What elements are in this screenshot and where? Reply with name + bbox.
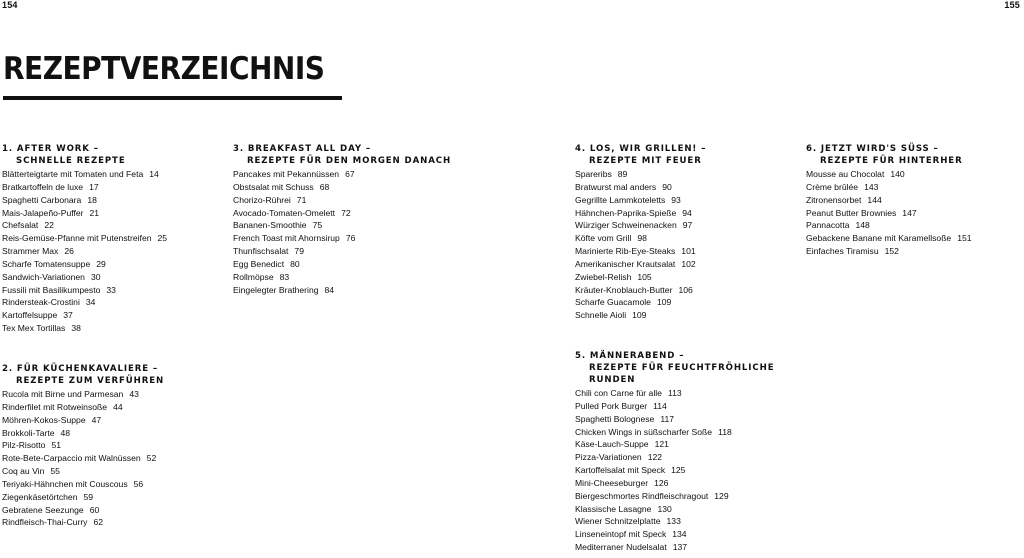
section-kuechenkavaliere	[2, 363, 164, 529]
title-underline	[3, 96, 342, 100]
recipe-page-number: 113	[667, 388, 682, 398]
recipe-name: Rinderfilet mit Rotweinsoße	[2, 401, 108, 412]
recipe-page-number: 129	[714, 490, 729, 501]
recipe-name: Coq au Vin	[2, 466, 45, 477]
recipe-entry	[233, 271, 451, 284]
page-title: REZEPTVERZEICHNIS	[3, 50, 325, 87]
recipe-page-number: 151	[957, 233, 972, 244]
recipe-page-number: 43	[129, 389, 139, 399]
recipe-page-number: 97	[682, 220, 693, 231]
recipe-entry	[575, 490, 774, 503]
recipe-page-number: 83	[279, 271, 290, 282]
recipe-name: Gegrillte Lammkoteletts	[575, 194, 666, 205]
recipe-page-number: 93	[671, 194, 681, 205]
recipe-entry	[575, 400, 774, 413]
recipe-name: Rindfleisch-Thai-Curry	[2, 517, 88, 528]
recipe-page-number: 29	[96, 258, 106, 269]
recipe-entry	[233, 168, 451, 181]
recipe-entry	[575, 528, 774, 541]
recipe-name: Einfaches Tiramisu	[806, 246, 879, 257]
section-heading	[575, 143, 706, 167]
section-heading-line: REZEPTE ZUM VERFÜHREN	[16, 376, 165, 386]
recipe-page-number: 44	[113, 401, 123, 412]
recipe-page-number: 143	[864, 181, 879, 192]
section-after-work	[2, 143, 167, 335]
recipe-entry	[2, 194, 167, 207]
section-grillen	[575, 143, 706, 322]
recipe-page-number: 21	[89, 207, 100, 218]
recipe-name: Rucola mit Birne und Parmesan	[2, 389, 124, 399]
recipe-entry	[575, 541, 774, 554]
section-breakfast	[233, 143, 451, 296]
recipe-name: Strammer Max	[2, 246, 59, 257]
section-heading-line: REZEPTE FÜR FEUCHTFRÖHLICHE	[589, 363, 775, 373]
recipe-name: Linseneintopf mit Speck	[575, 529, 667, 540]
recipe-entry	[575, 296, 706, 309]
recipe-name: Marinierte Rib-Eye-Steaks	[575, 246, 676, 257]
recipe-page-number: 94	[682, 207, 692, 218]
recipe-name: French Toast mit Ahornsirup	[233, 233, 340, 244]
recipe-page-number: 55	[50, 466, 60, 477]
recipe-page-number: 125	[671, 465, 686, 476]
recipe-entry	[2, 322, 167, 335]
recipe-entry	[575, 258, 706, 271]
recipe-name: Rindersteak-Crostini	[2, 297, 80, 308]
recipe-name: Chicken Wings in süßscharfer Soße	[575, 426, 713, 437]
recipe-name: Zitronensorbet	[806, 194, 862, 205]
recipe-entry	[575, 438, 774, 451]
section-heading-line: RUNDEN	[589, 375, 636, 385]
recipe-page-number: 51	[51, 440, 62, 451]
recipe-name: Zwiebel-Relish	[575, 271, 632, 282]
section-heading	[2, 143, 167, 167]
recipe-list	[233, 168, 451, 296]
recipe-name: Teriyaki-Hähnchen mit Couscous	[2, 478, 128, 489]
recipe-page-number: 152	[884, 246, 899, 257]
recipe-name: Kartoffelsuppe	[2, 310, 58, 321]
section-suess	[806, 143, 972, 258]
recipe-page-number: 72	[341, 207, 351, 218]
recipe-page-number: 80	[290, 258, 300, 269]
recipe-entry	[2, 296, 167, 309]
recipe-entry	[2, 181, 167, 194]
recipe-name: Sandwich-Variationen	[2, 271, 85, 282]
recipe-entry	[2, 207, 167, 220]
recipe-page-number: 117	[660, 413, 675, 424]
recipe-page-number: 71	[296, 194, 307, 205]
recipe-page-number: 26	[64, 246, 74, 257]
recipe-page-number: 109	[656, 297, 672, 308]
recipe-page-number: 75	[312, 220, 323, 231]
recipe-name: Wiener Schnitzelplatte	[575, 516, 661, 527]
recipe-name: Gebackene Banane mit Karamellsoße	[806, 233, 952, 244]
recipe-entry	[575, 413, 774, 426]
section-heading-line: 3. BREAKFAST ALL DAY –	[233, 144, 372, 154]
recipe-entry	[575, 464, 774, 477]
recipe-entry	[233, 232, 451, 245]
section-maennerabend	[575, 350, 774, 554]
recipe-name: Chorizo-Rührei	[233, 194, 291, 205]
recipe-list	[2, 168, 167, 335]
recipe-page-number: 147	[902, 207, 917, 218]
recipe-name: Spareribs	[575, 169, 612, 179]
recipe-page-number: 90	[662, 181, 672, 192]
recipe-entry	[2, 219, 167, 232]
recipe-entry	[575, 207, 706, 220]
recipe-entry	[2, 401, 164, 414]
recipe-page-number: 134	[672, 529, 687, 540]
recipe-page-number: 14	[149, 169, 159, 179]
recipe-entry	[575, 271, 706, 284]
recipe-name: Mediterraner Nudelsalat	[575, 542, 667, 553]
recipe-name: Peanut Butter Brownies	[806, 207, 897, 218]
recipe-name: Reis-Gemüse-Pfanne mit Putenstreifen	[2, 233, 152, 244]
recipe-page-number: 122	[647, 452, 663, 463]
recipe-entry	[806, 181, 972, 194]
recipe-name: Spaghetti Carbonara	[2, 194, 82, 205]
recipe-name: Pilz-Risotto	[2, 440, 46, 451]
recipe-entry	[806, 232, 972, 245]
recipe-page-number: 98	[637, 233, 647, 244]
recipe-entry	[575, 284, 706, 297]
recipe-entry	[2, 478, 164, 491]
section-heading-line: REZEPTE FÜR DEN MORGEN DANACH	[247, 156, 452, 166]
recipe-page-number: 67	[345, 169, 355, 179]
recipe-entry	[575, 503, 774, 516]
recipe-entry	[575, 168, 706, 181]
recipe-name: Rollmöpse	[233, 271, 274, 282]
recipe-page-number: 17	[89, 181, 99, 192]
recipe-entry	[2, 284, 167, 297]
recipe-name: Scharfe Tomatensuppe	[2, 258, 91, 269]
recipe-entry	[575, 387, 774, 400]
recipe-entry	[2, 465, 164, 478]
recipe-entry	[2, 232, 167, 245]
recipe-entry	[2, 309, 167, 322]
recipe-page-number: 109	[632, 310, 647, 321]
recipe-name: Pannacotta	[806, 220, 850, 231]
recipe-entry	[806, 219, 972, 232]
recipe-name: Eingelegter Brathering	[233, 284, 319, 295]
section-heading-line: REZEPTE MIT FEUER	[589, 156, 702, 166]
recipe-list	[575, 168, 706, 322]
recipe-name: Avocado-Tomaten-Omelett	[233, 207, 336, 218]
recipe-page-number: 144	[867, 194, 882, 205]
recipe-name: Bratwurst mal anders	[575, 181, 657, 192]
recipe-entry	[575, 181, 706, 194]
recipe-entry	[575, 245, 706, 258]
recipe-page-number: 59	[83, 491, 94, 502]
recipe-page-number: 140	[890, 169, 905, 179]
recipe-entry	[575, 426, 774, 439]
recipe-entry	[2, 245, 167, 258]
section-heading-line: SCHNELLE REZEPTE	[16, 156, 126, 166]
recipe-name: Blätterteigtarte mit Tomaten und Feta	[2, 169, 144, 179]
recipe-name: Chefsalat	[2, 220, 39, 231]
recipe-name: Bananen-Smoothie	[233, 220, 307, 231]
recipe-entry	[806, 245, 972, 258]
recipe-page-number: 30	[90, 271, 101, 282]
recipe-name: Köfte vom Grill	[575, 233, 632, 244]
recipe-page-number: 84	[324, 284, 335, 295]
recipe-page-number: 22	[44, 220, 54, 231]
recipe-name: Mini-Cheeseburger	[575, 477, 649, 488]
recipe-entry	[233, 258, 451, 271]
recipe-page-number: 33	[106, 284, 116, 295]
recipe-name: Würziger Schweinenacken	[575, 220, 677, 231]
recipe-page-number: 106	[678, 284, 693, 295]
section-heading	[806, 143, 972, 167]
recipe-entry	[2, 427, 164, 440]
recipe-list	[2, 388, 164, 529]
recipe-page-number: 130	[657, 503, 672, 514]
recipe-entry	[233, 194, 451, 207]
recipe-name: Schnelle Aioli	[575, 310, 627, 321]
recipe-entry	[575, 219, 706, 232]
recipe-name: Ziegenkäsetörtchen	[2, 491, 78, 502]
recipe-name: Gebratene Seezunge	[2, 504, 84, 515]
recipe-name: Hähnchen-Paprika-Spieße	[575, 207, 677, 218]
recipe-page-number: 118	[718, 426, 732, 437]
recipe-entry	[2, 258, 167, 271]
recipe-page-number: 137	[672, 542, 688, 553]
recipe-name: Käse-Lauch-Suppe	[575, 439, 649, 450]
recipe-name: Pizza-Variationen	[575, 452, 642, 463]
recipe-page-number: 126	[654, 477, 669, 488]
recipe-page-number: 114	[653, 400, 667, 411]
recipe-entry	[233, 245, 451, 258]
recipe-name: Mais-Jalapeño-Puffer	[2, 207, 84, 218]
recipe-entry	[2, 504, 164, 517]
recipe-entry	[575, 515, 774, 528]
recipe-page-number: 48	[60, 427, 71, 438]
recipe-name: Egg Benedict	[233, 258, 285, 269]
recipe-page-number: 68	[319, 181, 330, 192]
recipe-entry	[233, 219, 451, 232]
recipe-name: Obstsalat mit Schuss	[233, 181, 314, 192]
recipe-name: Tex Mex Tortillas	[2, 323, 66, 334]
recipe-page-number: 148	[855, 220, 870, 231]
section-heading	[2, 363, 164, 387]
recipe-entry	[233, 181, 451, 194]
recipe-name: Möhren-Kokos-Suppe	[2, 414, 86, 425]
recipe-page-number: 47	[91, 414, 102, 425]
section-heading-line: REZEPTE FÜR HINTERHER	[820, 156, 963, 166]
recipe-page-number: 25	[157, 233, 168, 244]
recipe-page-number: 102	[681, 258, 696, 269]
recipe-name: Spaghetti Bolognese	[575, 413, 655, 424]
recipe-entry	[233, 284, 451, 297]
section-heading	[233, 143, 451, 167]
recipe-entry	[2, 414, 164, 427]
recipe-page-number: 37	[63, 310, 73, 321]
recipe-entry	[2, 439, 164, 452]
recipe-name: Pulled Pork Burger	[575, 400, 648, 411]
recipe-page-number: 79	[294, 246, 304, 257]
recipe-entry	[233, 207, 451, 220]
recipe-name: Biergeschmortes Rindfleischragout	[575, 490, 709, 501]
recipe-list	[806, 168, 972, 258]
recipe-name: Scharfe Guacamole	[575, 297, 651, 308]
recipe-entry	[575, 232, 706, 245]
recipe-name: Pancakes mit Pekannüssen	[233, 169, 340, 179]
section-heading-line: 2. FÜR KÜCHENKAVALIERE –	[2, 364, 159, 374]
recipe-name: Fussili mit Basilikumpesto	[2, 284, 101, 295]
section-heading-line: 1. AFTER WORK –	[2, 144, 99, 154]
recipe-entry	[2, 452, 164, 465]
recipe-page-number: 62	[93, 517, 104, 528]
recipe-name: Klassische Lasagne	[575, 503, 652, 514]
section-heading-line: 6. JETZT WIRD'S SÜSS –	[806, 144, 939, 154]
page-number-left: 154	[2, 0, 18, 10]
recipe-page-number: 56	[133, 478, 144, 489]
recipe-entry	[2, 388, 164, 401]
recipe-entry	[2, 491, 164, 504]
recipe-entry	[2, 168, 167, 181]
recipe-page-number: 38	[71, 323, 81, 334]
recipe-page-number: 52	[146, 453, 157, 464]
recipe-page-number: 133	[666, 516, 681, 527]
recipe-page-number: 18	[87, 194, 97, 205]
recipe-name: Mousse au Chocolat	[806, 169, 885, 179]
page-number-right: 155	[1004, 0, 1020, 10]
recipe-entry	[575, 477, 774, 490]
recipe-page-number: 89	[617, 169, 628, 179]
recipe-entry	[575, 451, 774, 464]
recipe-entry	[806, 207, 972, 220]
recipe-name: Crème brûlée	[806, 181, 859, 192]
recipe-entry	[575, 309, 706, 322]
section-heading	[575, 350, 774, 386]
recipe-name: Thunfischsalat	[233, 246, 289, 257]
recipe-entry	[806, 168, 972, 181]
recipe-name: Bratkartoffeln de luxe	[2, 181, 84, 192]
recipe-page-number: 101	[681, 246, 696, 257]
recipe-entry	[575, 194, 706, 207]
recipe-list	[575, 387, 774, 554]
recipe-name: Rote-Bete-Carpaccio mit Walnüssen	[2, 453, 141, 464]
recipe-name: Kräuter-Knoblauch-Butter	[575, 284, 673, 295]
recipe-page-number: 34	[85, 297, 96, 308]
recipe-name: Chili con Carne für alle	[575, 388, 662, 398]
recipe-entry	[2, 271, 167, 284]
section-heading-line: 5. MÄNNERABEND –	[575, 351, 685, 361]
recipe-page-number: 105	[637, 271, 652, 282]
recipe-page-number: 76	[345, 233, 356, 244]
recipe-name: Brokkoli-Tarte	[2, 427, 55, 438]
recipe-name: Kartoffelsalat mit Speck	[575, 465, 666, 476]
recipe-entry	[2, 516, 164, 529]
recipe-name: Amerikanischer Krautsalat	[575, 258, 676, 269]
recipe-page-number: 60	[89, 504, 100, 515]
recipe-page-number: 121	[654, 439, 669, 450]
recipe-entry	[806, 194, 972, 207]
section-heading-line: 4. LOS, WIR GRILLEN! –	[575, 144, 707, 154]
